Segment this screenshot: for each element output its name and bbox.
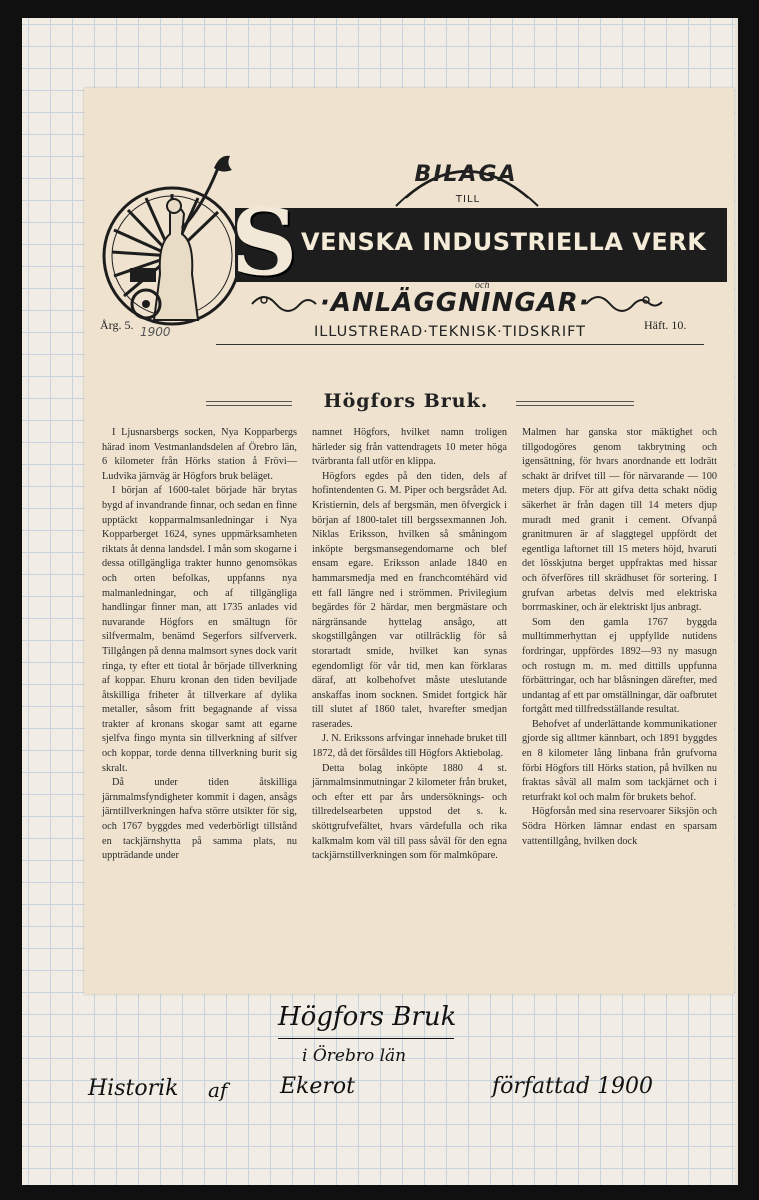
journal-subtitle: ILLUSTRERAD·TEKNISK·TIDSKRIFT — [313, 324, 587, 340]
handwritten-underline — [278, 1038, 454, 1039]
paragraph: I början af 1600-talet började här brytas bygd af invandrande finnar, och sedan en finne upptäckt kopparmalmsanledningar i Nya Kopparberget 1624, synes uppmärksamheten riktats åt denna landsdel. I mån som skogarne i dessa otillgängliga trakter hunno genomsökas och orten befolkas, uppfanns nya malmanledningar, och af tillgängliga handlingar finner man, att 1735 anlades vid nuvarande Högfors en smältugn för silfvermalm, benämd Segerfors silfververk. Tillgången på denna malmsort synes dock varit ringa, ty efter ett tiotal år började tillverkning af koppar. Ehuru kronan den tiden beviljade åtskilliga friheter åt tillverkare af dylika metaller, såsom fritt begagnande af vissa trakter af kronans skogar samt att egarne sjelfva fingo mynta sin tillverkning af silfver och koppar, torde denna tillverkning burit sig skralt. — [102, 485, 297, 774]
masthead — [100, 148, 720, 348]
anlaggningar-title: ·ANLÄGGNINGAR· — [320, 288, 590, 318]
handwritten-author: Ekerot — [280, 1074, 356, 1099]
volume-year-handwritten: 1900 — [140, 325, 171, 339]
paragraph: J. N. Erikssons arfvingar innehade bruket till 1872, då det försåldes till Högfors Aktiebolag. — [312, 733, 507, 760]
archive-sheet — [22, 18, 738, 1185]
heading-rule-left — [206, 401, 292, 406]
paragraph: Behofvet af underlättande kommunikationer gjorde sig alltmer kännbart, och 1891 byggdes en 8 kilometer lång linbana från grufvorna förbi Högfors till Hörks station, på hvilken nu fraktas såväl all malm som tackjärnet och i returfrakt kol och malm för brukets behof. — [522, 718, 717, 803]
handwritten-title: Högfors Bruk — [278, 1002, 457, 1032]
paragraph: Högforsån med sina reservoarer Siksjön och Södra Hörken lämnar endast en sparsam vattentillgång, hvilken dock — [522, 806, 717, 847]
left-flourish-icon — [250, 290, 318, 316]
issue-label: Häft. 10. — [644, 318, 687, 332]
column-3 — [522, 426, 717, 849]
paragraph: Detta bolag inköpte 1880 4 st. järnmalmsinmutningar 2 kilometer från bruket, och efter ett par års undersöknings- och tillredelsearbeten uppstod det s. k. sköttgrufvefältet, hvars värdefulla och rika kalkmalm kom väl till pass såväl för den egna tackjärnstillverkningen som för malmköpare. — [312, 762, 507, 862]
right-flourish-icon — [584, 290, 664, 316]
heading-rule-right — [516, 401, 634, 406]
handwritten-date: författad 1900 — [492, 1074, 654, 1099]
handwritten-af: af — [208, 1078, 228, 1102]
paragraph: Då under tiden åtskilliga järnmalmsfyndigheter kommit i dagen, ansågs järntillverkningen hafva större utsikter för sig, och 1767 byggdes med vederbörligt tillstånd en tackjärnshytta på samma plats, nu uppträdande under — [102, 777, 297, 862]
column-2 — [312, 426, 507, 864]
column-1 — [102, 426, 297, 864]
volume-label: Årg. 5. — [100, 318, 134, 332]
masthead-rule — [216, 344, 704, 345]
article-columns — [102, 426, 722, 886]
till-label: TILL — [455, 194, 481, 205]
handwritten-location: i Örebro län — [302, 1046, 407, 1066]
paragraph: namnet Högfors, hvilket namn troligen härleder sig från vattendragets 10 meter höga tvärbranta fall utför en klippa. — [312, 427, 507, 468]
printed-page — [84, 88, 734, 994]
och-label: och — [475, 280, 490, 291]
paragraph: I Ljusnarsbergs socken, Nya Kopparbergs härad inom Vestmanlandsdelen af Örebro län, 6 kilometer från Hörks station å Frövi—Ludvika järnväg är Högfors bruk beläget. — [102, 427, 297, 482]
article-heading-row — [84, 390, 734, 414]
bilaga-label: BILAGA — [414, 162, 518, 187]
article-heading: Högfors Bruk. — [323, 390, 489, 412]
paragraph: Malmen har ganska stor mäktighet och tillgodogöres genom takbrytning och igensättning, för hvars anordnande ett lodrätt schakt är drifvet till — för närvarande — 100 meters djup. För att gifva detta schakt nödig säkerhet är från dagen till 14 meters djup muradt med granit i cement. Ofvanpå granitmuren är af slaggtegel uppfördt det egentliga laftornet till 15 meters höjd, hvaruti det lösskjutna berget uppfraktas med hissar och öfverföres till skrädhuset för sortering. I grufvan arbetas delvis med elektriska borrmaskiner, och är elektriskt ljus anbragt. — [522, 427, 717, 614]
journal-title: VENSKA INDUSTRIELLA VERK — [301, 228, 707, 256]
paragraph: Högfors egdes på den tiden, dels af hofintendenten G. M. Piper och bergsrådet Ad. Kristiernin, dels af bergsmän, men öfvergick i början af 1800-talet till bergssexmannen Joh. Niklas Eriksson, hvilken så småningom inköpte bergsmansegendomarne och blef ensam egare. Eriksson anlade 1840 en hammarsmedja med en franchcomtéhärd vid ett fall längre ned i strömmen. Privilegium begärdes för 2 härdar, men bergmästare och närgränsande hyttelag ansågo, att skogstillgången var otillräcklig för så storartadt smide, hvilket kan synas egendomligt för vår tid, men kan förklaras däraf, att kolbehofvet måste uteslutande anskaffas inom socknen. Smidet fortgick här till slutet af 1860 talet, hvarefter smedjan raserades. — [312, 470, 507, 730]
paragraph: Som den gamla 1767 byggda mulltimmerhyttan ej uppfyllde nutidens fordringar, uppfördes 1892—93 ny masugn och rostugn m. m. med dittills uppfunna förbättringar, och har blåsningen därefter, med undantag af ett par omställningar, där oafbrutet fortgått med tillfredsställande resultat. — [522, 616, 717, 716]
title-initial: S — [231, 188, 298, 296]
handwritten-historik: Historik — [88, 1076, 179, 1101]
